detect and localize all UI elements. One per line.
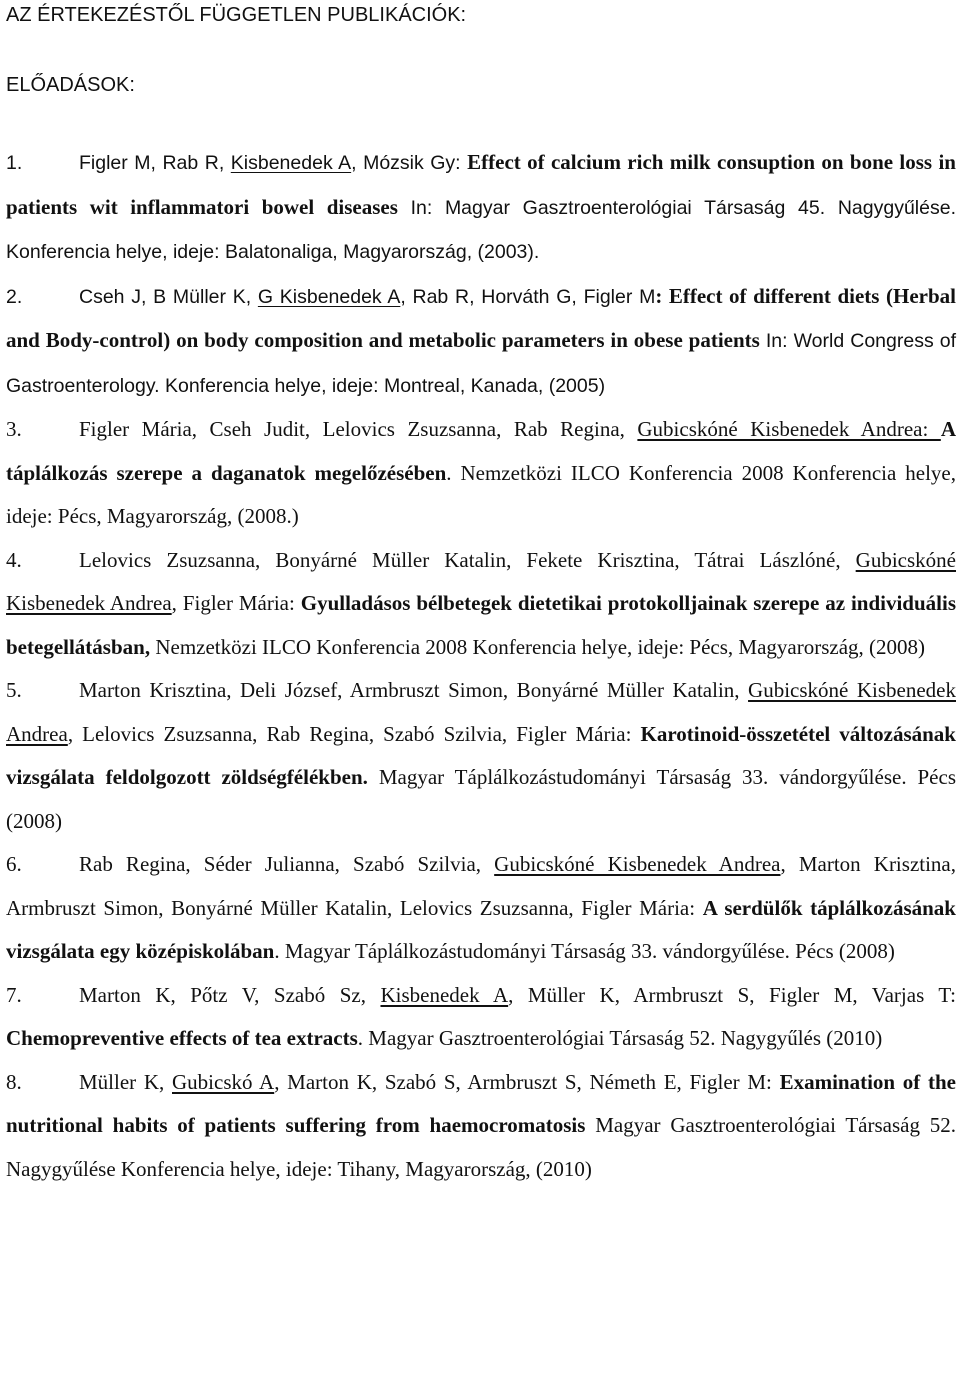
item-author-highlight: Gubicskóné Kisbenedek Andrea (494, 852, 781, 876)
item-author-highlight: Gubicskóné Kisbenedek Andrea (6, 547, 956, 615)
item-authors: Rab Regina, Séder Julianna, Szabó Szilvia, (79, 852, 495, 876)
page-heading: AZ ÉRTEKEZÉSTŐL FÜGGETLEN PUBLIKÁCIÓK: (6, 4, 467, 26)
item-number: 4. (6, 547, 22, 572)
item-venue: . Magyar Gasztroenterológiai Társaság 52. Nagygyűlés (2010) (357, 1026, 883, 1050)
item-title: A táplálkozás szerepe a daganatok megelőzésében (6, 417, 956, 485)
item-author-highlight: Gubicskóné Kisbenedek Andrea (6, 678, 956, 746)
item-number: 7. (6, 982, 22, 1007)
item-authors: Figler M, Rab R, (79, 152, 231, 174)
item-author-highlight: Gubicskóné Kisbenedek Andrea: (637, 417, 941, 441)
item-authors: Lelovics Zsuzsanna, Bonyárné Müller Katalin, Fekete Krisztina, Tátrai Lászlóné, (79, 547, 856, 572)
item-authors-rest: , Figler Mária: (171, 591, 301, 615)
item-number: 3. (6, 417, 22, 441)
item-title: Examination of the nutritional habits of patients suffering from haemocromatosis (6, 1069, 957, 1137)
item-authors-rest: , Rab R, Horváth G, Figler M (400, 285, 656, 308)
item-venue: . Nemzetközi ILCO Konferencia 2008 Konferencia helye, ideje: Pécs, Magyarország, (2008.) (6, 460, 957, 528)
item-author-highlight: Gubicskó A (172, 1069, 275, 1094)
item-number: 1. (6, 152, 23, 174)
item-author-highlight: Kisbenedek A (230, 152, 352, 174)
item-title: Karotinoid-összetétel változásának vizsgálata feldolgozott zöldségfélékben. (6, 721, 956, 789)
item-number: 2. (6, 285, 23, 308)
item-title: Gyulladásos bélbetegek dietetikai protokolljainak szerepe az individuális betegellátásban, (6, 591, 957, 659)
item-title: A serdülők táplálkozásának vizsgálata egy középiskolában (6, 895, 956, 963)
item-title: : Effect of different diets (Herbal and Body-control) on body composition and metabolic parameters in obese patients (6, 283, 956, 352)
item-number: 8. (6, 1069, 22, 1094)
item-title: Effect of calcium rich milk consuption on bone loss in patients wit inflammatori bowel diseases (6, 150, 956, 219)
item-venue: Nemzetközi ILCO Konferencia 2008 Konferencia helye, ideje: Pécs, Magyarország, (2008) (150, 634, 926, 659)
publication-item-7 (6, 974, 956, 1061)
item-authors: Müller K, (79, 1069, 172, 1094)
item-venue: Magyar Táplálkozástudományi Társaság 33. vándorgyűlése. Pécs (2008) (6, 765, 956, 833)
item-venue: . Magyar Táplálkozástudományi Társaság 33. vándorgyűlése. Pécs (2008) (274, 939, 895, 963)
item-authors: Cseh J, B Müller K, (79, 285, 258, 308)
item-authors-rest: , Marton K, Szabó S, Armbruszt S, Németh E, Figler M: (274, 1069, 780, 1094)
item-authors: Marton K, Pőtz V, Szabó Sz, (79, 982, 381, 1007)
publication-item-8 (6, 1061, 956, 1192)
item-authors-rest: , Müller K, Armbruszt S, Figler M, Varjas T: (508, 982, 956, 1007)
section-heading: ELŐADÁSOK: (6, 74, 135, 96)
item-number: 5. (6, 678, 22, 702)
item-venue: In: Magyar Gasztroenterológiai Társaság 45. Nagygyűlése. (397, 196, 956, 219)
item-title: Chemopreventive effects of tea extracts (6, 1026, 358, 1050)
item-venue: In: World Congress of Gastroenterology. Konferencia helye, ideje: Montreal, Kanada, (2005) (6, 330, 957, 397)
publication-item-6 (6, 843, 956, 974)
item-venue: Magyar Gasztroenterológiai Társaság 52. Nagygyűlése Konferencia helye, ideje: Tihany, Magyarország, (2010) (6, 1113, 957, 1181)
item-author-highlight: Kisbenedek A (380, 982, 509, 1007)
item-author-highlight: G Kisbenedek A (257, 285, 401, 308)
item-authors-rest: , Mózsik Gy: (351, 152, 468, 174)
item-authors-rest: , Lelovics Zsuzsanna, Rab Regina, Szabó Szilvia, Figler Mária: (67, 721, 641, 746)
item-number: 6. (6, 852, 22, 876)
publication-item-2 (6, 275, 956, 409)
item-venue-location: Konferencia helye, ideje: Balatonaliga, Magyarország, (2003). (6, 241, 540, 263)
publication-item-4 (6, 539, 956, 670)
item-authors: Figler Mária, Cseh Judit, Lelovics Zsuzsanna, Rab Regina, (79, 417, 638, 441)
publication-list (6, 141, 956, 1191)
item-authors-rest: , Marton Krisztina, Armbruszt Simon, Bonyárné Müller Katalin, Lelovics Zsuzsanna, Figler Mária: (6, 852, 956, 920)
publication-item-5 (6, 669, 956, 843)
publication-item-1 (6, 141, 956, 275)
item-authors: Marton Krisztina, Deli József, Armbruszt Simon, Bonyárné Müller Katalin, (79, 678, 749, 702)
publication-item-3 (6, 408, 956, 539)
